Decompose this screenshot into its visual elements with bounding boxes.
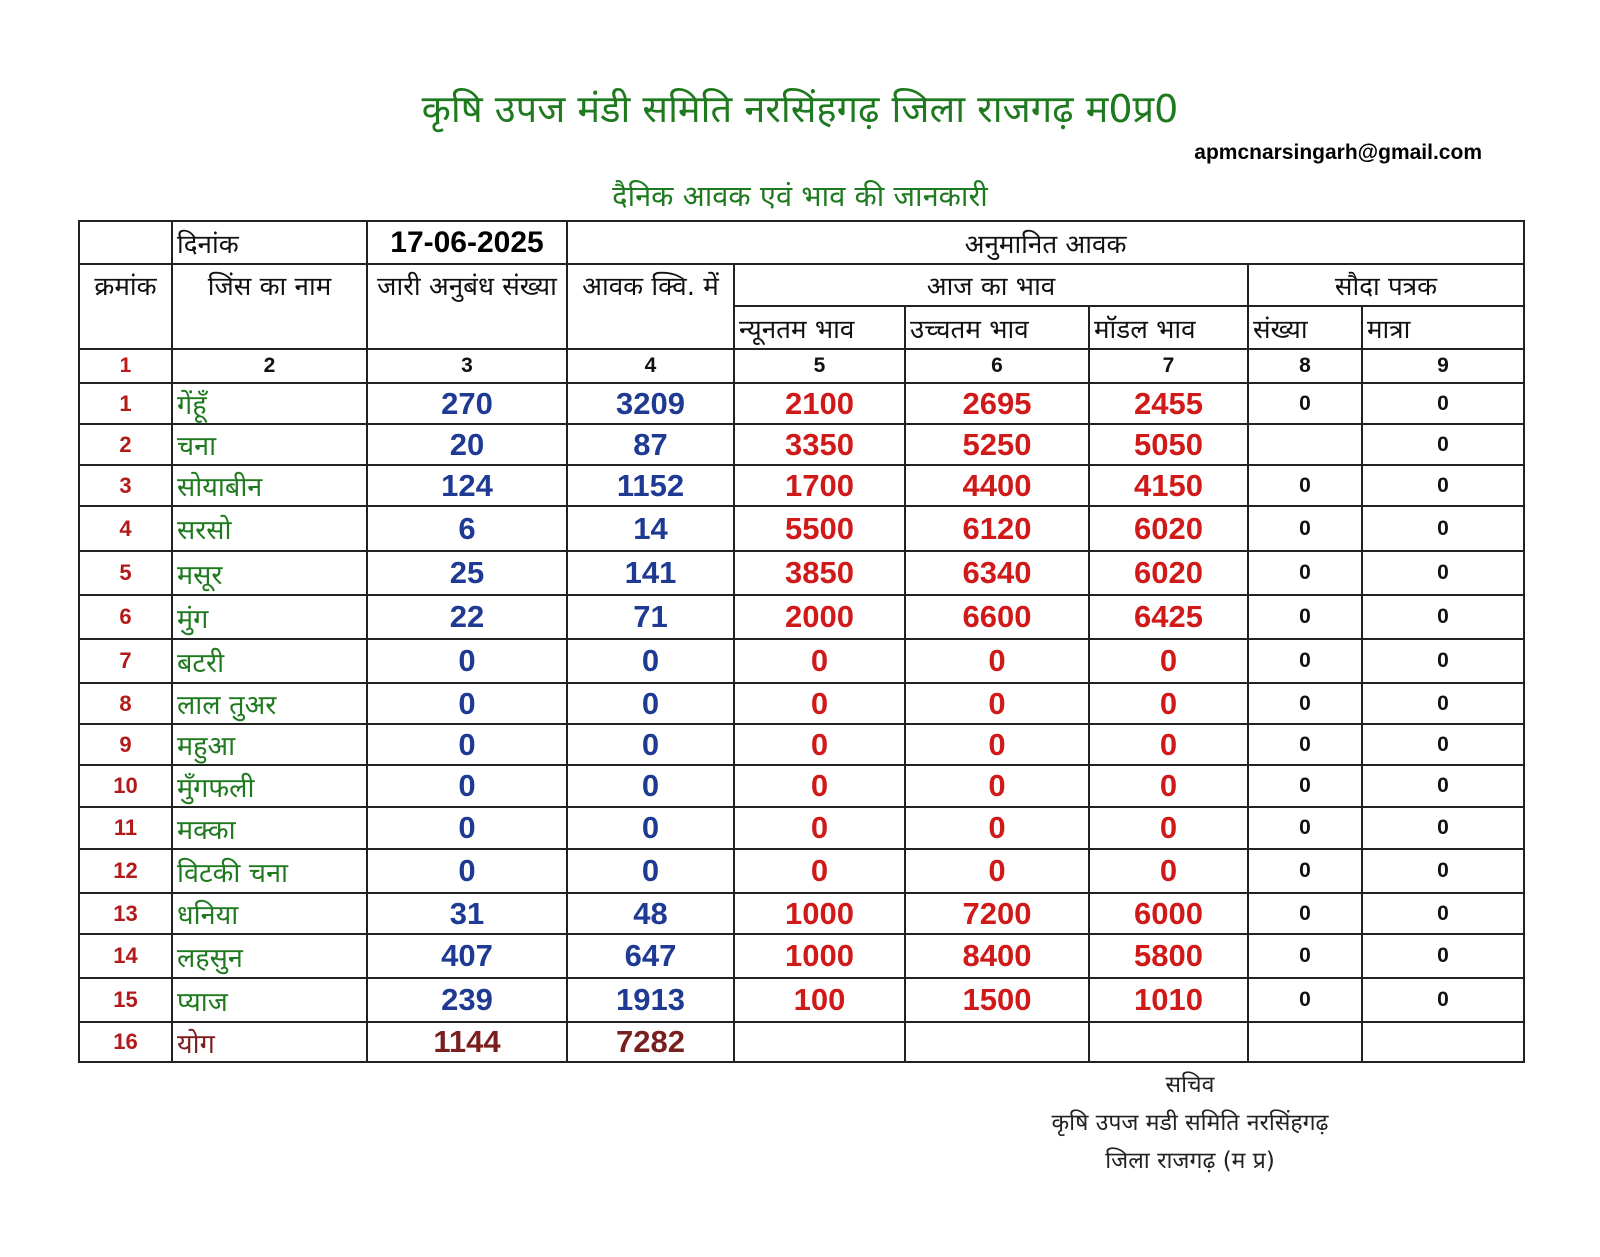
min-price: 3850: [734, 551, 905, 595]
min-price: 5500: [734, 506, 905, 551]
modal-price: 6020: [1089, 506, 1248, 551]
max-price: 0: [905, 724, 1089, 765]
deal-qty: 0: [1362, 978, 1524, 1022]
max-price: 1500: [905, 978, 1089, 1022]
col-qty-header: मात्रा: [1362, 306, 1524, 349]
table-row: [79, 465, 1524, 506]
deal-qty: 0: [1362, 465, 1524, 506]
modal-price: 0: [1089, 849, 1248, 893]
page-subtitle: दैनिक आवक एवं भाव की जानकारी: [612, 179, 988, 213]
min-price: 3350: [734, 424, 905, 465]
col-contracts-header: जारी अनुबंध संख्या: [367, 264, 567, 349]
min-price: 0: [734, 807, 905, 849]
crop-name: सोयाबीन: [172, 465, 367, 506]
max-price: 0: [905, 849, 1089, 893]
row-serial: 1: [79, 383, 172, 424]
row-serial: 2: [79, 424, 172, 465]
signature-title: सचिव: [1165, 1072, 1215, 1098]
price-arrival-table: [78, 220, 1525, 1063]
empty-cell: [734, 1022, 905, 1062]
contracts-count: 0: [367, 683, 567, 724]
modal-price: 0: [1089, 807, 1248, 849]
max-price: 4400: [905, 465, 1089, 506]
row-serial: 6: [79, 595, 172, 639]
total-label: योग: [172, 1022, 367, 1062]
contracts-count: 407: [367, 934, 567, 978]
signature-org: कृषि उपज मडी समिति नरसिंहगढ़: [1051, 1110, 1329, 1136]
table-row: [79, 506, 1524, 551]
modal-price: 0: [1089, 683, 1248, 724]
max-price: 0: [905, 807, 1089, 849]
deal-qty: 0: [1362, 595, 1524, 639]
max-price: 0: [905, 639, 1089, 683]
deal-count: 0: [1248, 595, 1362, 639]
arrival-quintal: 71: [567, 595, 734, 639]
col-index: 5: [734, 349, 905, 383]
header-row-date: [79, 221, 1524, 264]
col-arrival-header: आवक क्वि. में: [567, 264, 734, 349]
deal-count: 0: [1248, 978, 1362, 1022]
col-index: 2: [172, 349, 367, 383]
deal-count: 0: [1248, 765, 1362, 807]
max-price: 0: [905, 765, 1089, 807]
total-serial: 16: [79, 1022, 172, 1062]
max-price: 6120: [905, 506, 1089, 551]
min-price: 1000: [734, 934, 905, 978]
arrival-quintal: 3209: [567, 383, 734, 424]
contracts-count: 0: [367, 639, 567, 683]
crop-name: महुआ: [172, 724, 367, 765]
modal-price: 1010: [1089, 978, 1248, 1022]
max-price: 0: [905, 683, 1089, 724]
column-index-row: [79, 349, 1524, 383]
col-deal-form-header: सौदा पत्रक: [1248, 264, 1524, 306]
modal-price: 6000: [1089, 893, 1248, 934]
crop-name: चना: [172, 424, 367, 465]
col-max-price-header: उच्चतम भाव: [905, 306, 1089, 349]
table-row: [79, 424, 1524, 465]
col-index: 4: [567, 349, 734, 383]
deal-count: 0: [1248, 383, 1362, 424]
arrival-quintal: 48: [567, 893, 734, 934]
col-count-header: संख्या: [1248, 306, 1362, 349]
deal-count: 0: [1248, 465, 1362, 506]
total-contracts: 1144: [367, 1022, 567, 1062]
min-price: 1700: [734, 465, 905, 506]
row-serial: 8: [79, 683, 172, 724]
arrival-quintal: 87: [567, 424, 734, 465]
col-index: 3: [367, 349, 567, 383]
deal-count: [1248, 424, 1362, 465]
arrival-quintal: 647: [567, 934, 734, 978]
row-serial: 7: [79, 639, 172, 683]
table-row: [79, 807, 1524, 849]
col-modal-price-header: मॉडल भाव: [1089, 306, 1248, 349]
contracts-count: 239: [367, 978, 567, 1022]
crop-name: प्याज: [172, 978, 367, 1022]
row-serial: 14: [79, 934, 172, 978]
contact-email: apmcnarsingarh@gmail.com: [1194, 141, 1482, 164]
modal-price: 5800: [1089, 934, 1248, 978]
table-row: [79, 724, 1524, 765]
deal-qty: 0: [1362, 639, 1524, 683]
total-arrival: 7282: [567, 1022, 734, 1062]
crop-name: मसूर: [172, 551, 367, 595]
max-price: 2695: [905, 383, 1089, 424]
table-row: [79, 595, 1524, 639]
table-row: [79, 765, 1524, 807]
arrival-quintal: 14: [567, 506, 734, 551]
arrival-quintal: 0: [567, 849, 734, 893]
col-index: 7: [1089, 349, 1248, 383]
row-serial: 10: [79, 765, 172, 807]
contracts-count: 270: [367, 383, 567, 424]
row-serial: 5: [79, 551, 172, 595]
deal-qty: 0: [1362, 765, 1524, 807]
min-price: 0: [734, 683, 905, 724]
min-price: 0: [734, 849, 905, 893]
modal-price: 4150: [1089, 465, 1248, 506]
deal-count: 0: [1248, 683, 1362, 724]
arrival-quintal: 1913: [567, 978, 734, 1022]
arrival-quintal: 1152: [567, 465, 734, 506]
arrival-quintal: 0: [567, 807, 734, 849]
modal-price: 0: [1089, 724, 1248, 765]
crop-name: लाल तुअर: [172, 683, 367, 724]
min-price: 0: [734, 639, 905, 683]
arrival-quintal: 0: [567, 639, 734, 683]
min-price: 2100: [734, 383, 905, 424]
contracts-count: 0: [367, 765, 567, 807]
estimated-arrival-header: अनुमानित आवक: [567, 221, 1524, 264]
table-row: [79, 934, 1524, 978]
crop-name: मुँगफली: [172, 765, 367, 807]
crop-name: विटकी चना: [172, 849, 367, 893]
contracts-count: 25: [367, 551, 567, 595]
deal-count: 0: [1248, 506, 1362, 551]
max-price: 5250: [905, 424, 1089, 465]
table-row: [79, 551, 1524, 595]
col-today-price-header: आज का भाव: [734, 264, 1248, 306]
modal-price: 6020: [1089, 551, 1248, 595]
table-row: [79, 639, 1524, 683]
deal-qty: 0: [1362, 849, 1524, 893]
contracts-count: 22: [367, 595, 567, 639]
deal-count: 0: [1248, 893, 1362, 934]
row-serial: 4: [79, 506, 172, 551]
crop-name: बटरी: [172, 639, 367, 683]
min-price: 2000: [734, 595, 905, 639]
row-serial: 12: [79, 849, 172, 893]
empty-cell: [1248, 1022, 1362, 1062]
blank-corner-cell: [79, 221, 172, 264]
row-serial: 13: [79, 893, 172, 934]
header-row-columns: [79, 264, 1524, 306]
min-price: 0: [734, 765, 905, 807]
max-price: 6600: [905, 595, 1089, 639]
crop-name: धनिया: [172, 893, 367, 934]
modal-price: 0: [1089, 765, 1248, 807]
deal-qty: 0: [1362, 807, 1524, 849]
contracts-count: 0: [367, 807, 567, 849]
col-index: 6: [905, 349, 1089, 383]
deal-count: 0: [1248, 807, 1362, 849]
modal-price: 2455: [1089, 383, 1248, 424]
col-index: 8: [1248, 349, 1362, 383]
page-title: कृषि उपज मंडी समिति नरसिंहगढ़ जिला राजगढ़ म0प्र0: [421, 87, 1179, 131]
modal-price: 6425: [1089, 595, 1248, 639]
date-label: दिनांक: [172, 221, 367, 264]
col-index: 1: [79, 349, 172, 383]
total-row: [79, 1022, 1524, 1062]
row-serial: 3: [79, 465, 172, 506]
crop-name: गेंहूँ: [172, 383, 367, 424]
max-price: 7200: [905, 893, 1089, 934]
arrival-quintal: 0: [567, 765, 734, 807]
col-index: 9: [1362, 349, 1524, 383]
contracts-count: 31: [367, 893, 567, 934]
crop-name: लहसुन: [172, 934, 367, 978]
max-price: 6340: [905, 551, 1089, 595]
deal-qty: 0: [1362, 383, 1524, 424]
deal-count: 0: [1248, 551, 1362, 595]
deal-count: 0: [1248, 724, 1362, 765]
contracts-count: 20: [367, 424, 567, 465]
deal-count: 0: [1248, 639, 1362, 683]
deal-qty: 0: [1362, 506, 1524, 551]
arrival-quintal: 141: [567, 551, 734, 595]
row-serial: 15: [79, 978, 172, 1022]
deal-qty: 0: [1362, 551, 1524, 595]
modal-price: 5050: [1089, 424, 1248, 465]
min-price: 0: [734, 724, 905, 765]
min-price: 100: [734, 978, 905, 1022]
deal-qty: 0: [1362, 934, 1524, 978]
crop-name: मक्का: [172, 807, 367, 849]
min-price: 1000: [734, 893, 905, 934]
contracts-count: 0: [367, 724, 567, 765]
col-min-price-header: न्यूनतम भाव: [734, 306, 905, 349]
deal-qty: 0: [1362, 424, 1524, 465]
contracts-count: 0: [367, 849, 567, 893]
crop-name: मुंग: [172, 595, 367, 639]
crop-name: सरसो: [172, 506, 367, 551]
table-row: [79, 978, 1524, 1022]
empty-cell: [1089, 1022, 1248, 1062]
deal-count: 0: [1248, 849, 1362, 893]
max-price: 8400: [905, 934, 1089, 978]
table-row: [79, 383, 1524, 424]
date-value: 17-06-2025: [367, 221, 567, 264]
row-serial: 9: [79, 724, 172, 765]
empty-cell: [905, 1022, 1089, 1062]
contracts-count: 6: [367, 506, 567, 551]
table-row: [79, 683, 1524, 724]
col-crop-header: जिंस का नाम: [172, 264, 367, 349]
arrival-quintal: 0: [567, 724, 734, 765]
deal-qty: 0: [1362, 683, 1524, 724]
arrival-quintal: 0: [567, 683, 734, 724]
contracts-count: 124: [367, 465, 567, 506]
empty-cell: [1362, 1022, 1524, 1062]
table-row: [79, 893, 1524, 934]
row-serial: 11: [79, 807, 172, 849]
signature-district: जिला राजगढ़ (म प्र): [1105, 1148, 1275, 1174]
deal-count: 0: [1248, 934, 1362, 978]
table-row: [79, 849, 1524, 893]
deal-qty: 0: [1362, 893, 1524, 934]
deal-qty: 0: [1362, 724, 1524, 765]
modal-price: 0: [1089, 639, 1248, 683]
col-serial-header: क्रमांक: [79, 264, 172, 349]
